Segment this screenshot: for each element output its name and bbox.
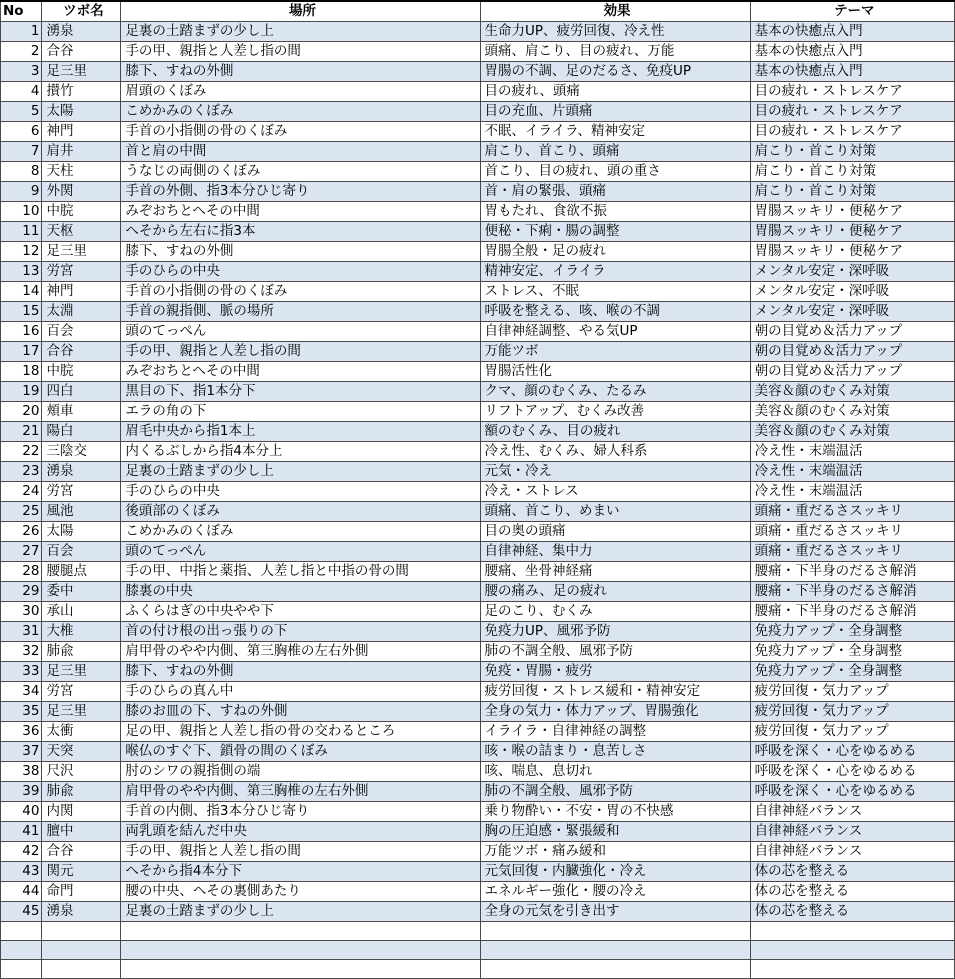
header-no[interactable]: No: [1, 1, 42, 22]
cell-name[interactable]: 中脘: [42, 362, 121, 382]
cell-effect[interactable]: 胃腸活性化: [480, 362, 750, 382]
table-row: [1, 382, 955, 402]
cell-effect[interactable]: 胸の圧迫感・緊張緩和: [480, 822, 750, 842]
cell-place[interactable]: 腰の中央、へその裏側あたり: [121, 882, 480, 902]
cell-theme[interactable]: 自律神経バランス: [750, 842, 954, 862]
cell-place[interactable]: 喉仏のすぐ下、鎖骨の間のくぼみ: [121, 742, 480, 762]
cell-effect[interactable]: 頭痛、肩こり、目の疲れ、万能: [480, 42, 750, 62]
cell-name-empty[interactable]: [42, 922, 121, 941]
cell-name[interactable]: 風池: [42, 502, 121, 522]
cell-name[interactable]: 天柱: [42, 162, 121, 182]
cell-effect-empty[interactable]: [480, 960, 750, 979]
cell-no[interactable]: 43: [1, 862, 42, 882]
cell-no[interactable]: 7: [1, 142, 42, 162]
cell-effect[interactable]: クマ、顔のむくみ、たるみ: [480, 382, 750, 402]
cell-no[interactable]: 27: [1, 542, 42, 562]
table-row: [1, 522, 955, 542]
cell-effect[interactable]: 目の充血、片頭痛: [480, 102, 750, 122]
cell-effect[interactable]: 免疫・胃腸・疲労: [480, 662, 750, 682]
table-row: [1, 202, 955, 222]
cell-no-empty[interactable]: [1, 941, 42, 960]
cell-theme[interactable]: 目の疲れ・ストレスケア: [750, 102, 954, 122]
cell-theme[interactable]: 免疫力アップ・全身調整: [750, 662, 954, 682]
cell-theme[interactable]: 頭痛・重だるさスッキリ: [750, 542, 954, 562]
cell-name[interactable]: 足三里: [42, 702, 121, 722]
cell-no[interactable]: 38: [1, 762, 42, 782]
cell-effect[interactable]: エネルギー強化・腰の冷え: [480, 882, 750, 902]
cell-effect[interactable]: 額のむくみ、目の疲れ: [480, 422, 750, 442]
cell-theme[interactable]: 美容＆顔のむくみ対策: [750, 402, 954, 422]
cell-effect[interactable]: 万能ツボ・痛み緩和: [480, 842, 750, 862]
cell-theme[interactable]: メンタル安定・深呼吸: [750, 302, 954, 322]
table-row: [1, 342, 955, 362]
table-row: [1, 462, 955, 482]
cell-place[interactable]: 手の甲、親指と人差し指の間: [121, 842, 480, 862]
cell-no[interactable]: 32: [1, 642, 42, 662]
header-name[interactable]: ツボ名: [42, 1, 121, 22]
cell-place[interactable]: 膝裏の中央: [121, 582, 480, 602]
cell-no[interactable]: 4: [1, 82, 42, 102]
cell-effect[interactable]: 胃腸全般・足の疲れ: [480, 242, 750, 262]
cell-no[interactable]: 35: [1, 702, 42, 722]
table-row: [1, 582, 955, 602]
cell-place[interactable]: 膝下、すねの外側: [121, 662, 480, 682]
cell-effect[interactable]: 首こり、目の疲れ、頭の重さ: [480, 162, 750, 182]
cell-effect[interactable]: 咳、喘息、息切れ: [480, 762, 750, 782]
cell-no[interactable]: 30: [1, 602, 42, 622]
cell-name[interactable]: 労宮: [42, 262, 121, 282]
cell-theme[interactable]: 腰痛・下半身のだるさ解消: [750, 562, 954, 582]
cell-place[interactable]: 眉毛中央から指1本上: [121, 422, 480, 442]
table-row: [1, 902, 955, 922]
table-row: [1, 302, 955, 322]
cell-no[interactable]: 31: [1, 622, 42, 642]
empty-row: [1, 922, 955, 941]
table-row: [1, 862, 955, 882]
cell-name[interactable]: 肩井: [42, 142, 121, 162]
header-effect[interactable]: 効果: [480, 1, 750, 22]
cell-effect[interactable]: 全身の気力・体力アップ、胃腸強化: [480, 702, 750, 722]
table-row: [1, 22, 955, 42]
cell-place-empty[interactable]: [121, 941, 480, 960]
cell-effect[interactable]: 自律神経調整、やる気UP: [480, 322, 750, 342]
table-row: [1, 62, 955, 82]
cell-theme[interactable]: 肩こり・首こり対策: [750, 182, 954, 202]
cell-name[interactable]: 湧泉: [42, 902, 121, 922]
table-row: [1, 602, 955, 622]
cell-effect[interactable]: 肩こり、首こり、頭痛: [480, 142, 750, 162]
cell-theme[interactable]: 免疫力アップ・全身調整: [750, 642, 954, 662]
cell-theme[interactable]: 疲労回復・気力アップ: [750, 702, 954, 722]
cell-place[interactable]: 首と肩の中間: [121, 142, 480, 162]
table-row: [1, 182, 955, 202]
table-row: [1, 222, 955, 242]
cell-no[interactable]: 24: [1, 482, 42, 502]
cell-theme[interactable]: 基本の快癒点入門: [750, 62, 954, 82]
cell-place[interactable]: 肩甲骨のやや内側、第三胸椎の左右外側: [121, 642, 480, 662]
cell-name[interactable]: 攅竹: [42, 82, 121, 102]
cell-name[interactable]: 内関: [42, 802, 121, 822]
cell-theme[interactable]: 基本の快癒点入門: [750, 42, 954, 62]
cell-theme[interactable]: 朝の目覚め＆活力アップ: [750, 362, 954, 382]
cell-effect[interactable]: 万能ツボ: [480, 342, 750, 362]
cell-place[interactable]: 内くるぶしから指4本分上: [121, 442, 480, 462]
cell-place[interactable]: うなじの両側のくぼみ: [121, 162, 480, 182]
cell-effect[interactable]: 不眠、イライラ、精神安定: [480, 122, 750, 142]
table-row: [1, 42, 955, 62]
cell-place-empty[interactable]: [121, 960, 480, 979]
table-row: [1, 102, 955, 122]
cell-effect[interactable]: 首・肩の緊張、頭痛: [480, 182, 750, 202]
cell-theme[interactable]: 呼吸を深く・心をゆるめる: [750, 762, 954, 782]
cell-no[interactable]: 45: [1, 902, 42, 922]
cell-place[interactable]: 手首の外側、指3本分ひじ寄り: [121, 182, 480, 202]
cell-no[interactable]: 6: [1, 122, 42, 142]
cell-effect[interactable]: 自律神経、集中力: [480, 542, 750, 562]
cell-theme[interactable]: 冷え性・末端温活: [750, 482, 954, 502]
cell-theme-empty[interactable]: [750, 960, 954, 979]
table-row: [1, 562, 955, 582]
cell-theme[interactable]: メンタル安定・深呼吸: [750, 282, 954, 302]
table-row: [1, 802, 955, 822]
cell-no-empty[interactable]: [1, 960, 42, 979]
cell-name[interactable]: 足三里: [42, 662, 121, 682]
cell-no[interactable]: 44: [1, 882, 42, 902]
cell-name[interactable]: 百会: [42, 322, 121, 342]
cell-name[interactable]: 命門: [42, 882, 121, 902]
cell-name[interactable]: 足三里: [42, 62, 121, 82]
cell-no[interactable]: 10: [1, 202, 42, 222]
cell-no-empty[interactable]: [1, 922, 42, 941]
cell-no[interactable]: 17: [1, 342, 42, 362]
empty-row: [1, 941, 955, 960]
cell-place[interactable]: へそから左右に指3本: [121, 222, 480, 242]
cell-place[interactable]: ふくらはぎの中央やや下: [121, 602, 480, 622]
cell-place[interactable]: 眉頭のくぼみ: [121, 82, 480, 102]
table-row: [1, 662, 955, 682]
table-row: [1, 282, 955, 302]
cell-no[interactable]: 28: [1, 562, 42, 582]
cell-no[interactable]: 8: [1, 162, 42, 182]
cell-place[interactable]: 膝のお皿の下、すねの外側: [121, 702, 480, 722]
cell-place[interactable]: 足裏の土踏まずの少し上: [121, 22, 480, 42]
cell-name[interactable]: 湧泉: [42, 462, 121, 482]
cell-place[interactable]: 手の甲、親指と人差し指の間: [121, 42, 480, 62]
cell-name[interactable]: 大椎: [42, 622, 121, 642]
header-row: [1, 1, 955, 22]
cell-no[interactable]: 16: [1, 322, 42, 342]
cell-place[interactable]: 足の甲、親指と人差し指の骨の交わるところ: [121, 722, 480, 742]
cell-name[interactable]: 足三里: [42, 242, 121, 262]
table-row: [1, 322, 955, 342]
cell-no[interactable]: 13: [1, 262, 42, 282]
cell-place[interactable]: 手の甲、中指と薬指、人差し指と中指の骨の間: [121, 562, 480, 582]
table-row: [1, 722, 955, 742]
cell-effect-empty[interactable]: [480, 922, 750, 941]
table-row: [1, 502, 955, 522]
cell-name[interactable]: 神門: [42, 122, 121, 142]
cell-effect[interactable]: イライラ・自律神経の調整: [480, 722, 750, 742]
table-row: [1, 362, 955, 382]
cell-place[interactable]: 肩甲骨のやや内側、第三胸椎の左右外側: [121, 782, 480, 802]
cell-no[interactable]: 26: [1, 522, 42, 542]
table-row: [1, 642, 955, 662]
cell-no[interactable]: 19: [1, 382, 42, 402]
cell-name[interactable]: 承山: [42, 602, 121, 622]
cell-no[interactable]: 34: [1, 682, 42, 702]
cell-place[interactable]: 後頭部のくぼみ: [121, 502, 480, 522]
cell-effect[interactable]: 冷え・ストレス: [480, 482, 750, 502]
cell-effect[interactable]: 胃腸の不調、足のだるさ、免疫UP: [480, 62, 750, 82]
cell-effect[interactable]: リフトアップ、むくみ改善: [480, 402, 750, 422]
cell-name-empty[interactable]: [42, 941, 121, 960]
cell-theme[interactable]: 呼吸を深く・心をゆるめる: [750, 742, 954, 762]
cell-theme[interactable]: 頭痛・重だるさスッキリ: [750, 522, 954, 542]
cell-name[interactable]: 労宮: [42, 482, 121, 502]
cell-place[interactable]: 頭のてっぺん: [121, 322, 480, 342]
cell-no[interactable]: 37: [1, 742, 42, 762]
cell-effect[interactable]: 精神安定、イライラ: [480, 262, 750, 282]
cell-theme-empty[interactable]: [750, 941, 954, 960]
cell-theme[interactable]: 腰痛・下半身のだるさ解消: [750, 602, 954, 622]
table-row: [1, 542, 955, 562]
cell-place[interactable]: 手首の小指側の骨のくぼみ: [121, 122, 480, 142]
cell-no[interactable]: 25: [1, 502, 42, 522]
cell-no[interactable]: 23: [1, 462, 42, 482]
cell-theme[interactable]: 胃腸スッキリ・便秘ケア: [750, 242, 954, 262]
cell-place[interactable]: 首の付け根の出っ張りの下: [121, 622, 480, 642]
table-row: [1, 702, 955, 722]
cell-theme[interactable]: 疲労回復・気力アップ: [750, 722, 954, 742]
cell-no[interactable]: 11: [1, 222, 42, 242]
table-row: [1, 882, 955, 902]
cell-effect[interactable]: 元気回復・内臓強化・冷え: [480, 862, 750, 882]
cell-effect[interactable]: 腰の痛み、足の疲れ: [480, 582, 750, 602]
cell-name[interactable]: 太陽: [42, 522, 121, 542]
cell-name-empty[interactable]: [42, 960, 121, 979]
table-row: [1, 782, 955, 802]
cell-name[interactable]: 委中: [42, 582, 121, 602]
cell-effect[interactable]: 元気・冷え: [480, 462, 750, 482]
table-body: [1, 22, 955, 979]
cell-theme[interactable]: 目の疲れ・ストレスケア: [750, 122, 954, 142]
cell-place[interactable]: 黒目の下、指1本分下: [121, 382, 480, 402]
cell-place[interactable]: 頭のてっぺん: [121, 542, 480, 562]
table-row: [1, 742, 955, 762]
cell-name[interactable]: 関元: [42, 862, 121, 882]
cell-name[interactable]: 陽白: [42, 422, 121, 442]
cell-place[interactable]: みぞおちとへその中間: [121, 202, 480, 222]
cell-effect[interactable]: 肺の不調全般、風邪予防: [480, 782, 750, 802]
cell-effect[interactable]: 目の疲れ、頭痛: [480, 82, 750, 102]
cell-name[interactable]: 膻中: [42, 822, 121, 842]
cell-name[interactable]: 湧泉: [42, 22, 121, 42]
cell-effect[interactable]: 乗り物酔い・不安・胃の不快感: [480, 802, 750, 822]
cell-place[interactable]: こめかみのくぼみ: [121, 522, 480, 542]
cell-place[interactable]: 手首の小指側の骨のくぼみ: [121, 282, 480, 302]
cell-effect[interactable]: 冷え性、むくみ、婦人科系: [480, 442, 750, 462]
cell-theme[interactable]: 冷え性・末端温活: [750, 442, 954, 462]
cell-no[interactable]: 41: [1, 822, 42, 842]
cell-theme[interactable]: 自律神経バランス: [750, 802, 954, 822]
table-row: [1, 122, 955, 142]
table-row: [1, 762, 955, 782]
cell-name[interactable]: 外関: [42, 182, 121, 202]
cell-no[interactable]: 2: [1, 42, 42, 62]
cell-no[interactable]: 29: [1, 582, 42, 602]
cell-place[interactable]: 足裏の土踏まずの少し上: [121, 462, 480, 482]
cell-theme[interactable]: 肩こり・首こり対策: [750, 142, 954, 162]
cell-theme[interactable]: 冷え性・末端温活: [750, 462, 954, 482]
cell-place[interactable]: エラの角の下: [121, 402, 480, 422]
table-row: [1, 482, 955, 502]
cell-no[interactable]: 18: [1, 362, 42, 382]
cell-name[interactable]: 天突: [42, 742, 121, 762]
cell-place[interactable]: 手のひらの中央: [121, 262, 480, 282]
cell-place[interactable]: 手首の内側、指3本分ひじ寄り: [121, 802, 480, 822]
cell-theme[interactable]: 免疫力アップ・全身調整: [750, 622, 954, 642]
cell-place[interactable]: 膝下、すねの外側: [121, 242, 480, 262]
cell-name[interactable]: 四白: [42, 382, 121, 402]
cell-theme[interactable]: 体の芯を整える: [750, 882, 954, 902]
header-place[interactable]: 場所: [121, 1, 480, 22]
cell-effect[interactable]: 頭痛、首こり、めまい: [480, 502, 750, 522]
cell-theme[interactable]: 胃腸スッキリ・便秘ケア: [750, 202, 954, 222]
cell-no[interactable]: 3: [1, 62, 42, 82]
cell-name[interactable]: 太淵: [42, 302, 121, 322]
table-row: [1, 162, 955, 182]
cell-effect[interactable]: 免疫力UP、風邪予防: [480, 622, 750, 642]
header-theme[interactable]: テーマ: [750, 1, 954, 22]
cell-theme[interactable]: 体の芯を整える: [750, 862, 954, 882]
cell-theme[interactable]: 美容＆顔のむくみ対策: [750, 422, 954, 442]
cell-name[interactable]: 天枢: [42, 222, 121, 242]
cell-theme[interactable]: 疲労回復・気力アップ: [750, 682, 954, 702]
cell-no[interactable]: 12: [1, 242, 42, 262]
table-row: [1, 242, 955, 262]
cell-name[interactable]: 中脘: [42, 202, 121, 222]
cell-no[interactable]: 20: [1, 402, 42, 422]
cell-name[interactable]: 神門: [42, 282, 121, 302]
cell-place[interactable]: へそから指4本分下: [121, 862, 480, 882]
cell-no[interactable]: 42: [1, 842, 42, 862]
cell-theme[interactable]: 呼吸を深く・心をゆるめる: [750, 782, 954, 802]
table-row: [1, 422, 955, 442]
cell-place[interactable]: 手の甲、親指と人差し指の間: [121, 342, 480, 362]
cell-name[interactable]: 三陰交: [42, 442, 121, 462]
cell-no[interactable]: 14: [1, 282, 42, 302]
cell-effect-empty[interactable]: [480, 941, 750, 960]
table-row: [1, 142, 955, 162]
cell-place[interactable]: 手首の親指側、脈の場所: [121, 302, 480, 322]
cell-theme[interactable]: 胃腸スッキリ・便秘ケア: [750, 222, 954, 242]
cell-place[interactable]: 膝下、すねの外側: [121, 62, 480, 82]
cell-effect[interactable]: 足のこり、むくみ: [480, 602, 750, 622]
cell-name[interactable]: 太陽: [42, 102, 121, 122]
cell-effect[interactable]: 目の奥の頭痛: [480, 522, 750, 542]
empty-row: [1, 960, 955, 979]
cell-name[interactable]: 肺兪: [42, 642, 121, 662]
cell-place-empty[interactable]: [121, 922, 480, 941]
cell-theme[interactable]: 朝の目覚め＆活力アップ: [750, 342, 954, 362]
cell-name[interactable]: 合谷: [42, 842, 121, 862]
cell-place[interactable]: みぞおちとへその中間: [121, 362, 480, 382]
cell-theme[interactable]: 自律神経バランス: [750, 822, 954, 842]
cell-no[interactable]: 9: [1, 182, 42, 202]
cell-name[interactable]: 肺兪: [42, 782, 121, 802]
cell-theme[interactable]: 美容＆顔のむくみ対策: [750, 382, 954, 402]
cell-place[interactable]: 足裏の土踏まずの少し上: [121, 902, 480, 922]
table-row: [1, 822, 955, 842]
cell-effect[interactable]: 疲労回復・ストレス緩和・精神安定: [480, 682, 750, 702]
cell-theme[interactable]: 基本の快癒点入門: [750, 22, 954, 42]
cell-theme[interactable]: 肩こり・首こり対策: [750, 162, 954, 182]
cell-effect[interactable]: 便秘・下痢・腸の調整: [480, 222, 750, 242]
cell-name[interactable]: 尺沢: [42, 762, 121, 782]
cell-theme[interactable]: メンタル安定・深呼吸: [750, 262, 954, 282]
cell-theme[interactable]: 頭痛・重だるさスッキリ: [750, 502, 954, 522]
cell-name[interactable]: 合谷: [42, 42, 121, 62]
table-row: [1, 82, 955, 102]
table-row: [1, 622, 955, 642]
cell-effect[interactable]: 生命力UP、疲労回復、冷え性: [480, 22, 750, 42]
cell-theme[interactable]: 体の芯を整える: [750, 902, 954, 922]
cell-no[interactable]: 40: [1, 802, 42, 822]
cell-no[interactable]: 22: [1, 442, 42, 462]
cell-place[interactable]: 肘のシワの親指側の端: [121, 762, 480, 782]
cell-effect[interactable]: 胃もたれ、食欲不振: [480, 202, 750, 222]
table-row: [1, 402, 955, 422]
table-row: [1, 842, 955, 862]
cell-no[interactable]: 15: [1, 302, 42, 322]
cell-theme-empty[interactable]: [750, 922, 954, 941]
cell-no[interactable]: 5: [1, 102, 42, 122]
cell-effect[interactable]: ストレス、不眠: [480, 282, 750, 302]
cell-effect[interactable]: 腰痛、坐骨神経痛: [480, 562, 750, 582]
cell-effect[interactable]: 呼吸を整える、咳、喉の不調: [480, 302, 750, 322]
cell-no[interactable]: 36: [1, 722, 42, 742]
cell-no[interactable]: 21: [1, 422, 42, 442]
table-row: [1, 682, 955, 702]
table-row: [1, 442, 955, 462]
cell-theme[interactable]: 目の疲れ・ストレスケア: [750, 82, 954, 102]
cell-theme[interactable]: 朝の目覚め＆活力アップ: [750, 322, 954, 342]
cell-no[interactable]: 39: [1, 782, 42, 802]
cell-place[interactable]: 手のひらの真ん中: [121, 682, 480, 702]
cell-no[interactable]: 33: [1, 662, 42, 682]
cell-place[interactable]: 手のひらの中央: [121, 482, 480, 502]
cell-effect[interactable]: 咳・喉の詰まり・息苦しさ: [480, 742, 750, 762]
cell-name[interactable]: 腰腿点: [42, 562, 121, 582]
cell-name[interactable]: 頬車: [42, 402, 121, 422]
cell-theme[interactable]: 腰痛・下半身のだるさ解消: [750, 582, 954, 602]
cell-name[interactable]: 百会: [42, 542, 121, 562]
cell-name[interactable]: 合谷: [42, 342, 121, 362]
cell-name[interactable]: 太衝: [42, 722, 121, 742]
table-row: [1, 262, 955, 282]
cell-place[interactable]: こめかみのくぼみ: [121, 102, 480, 122]
cell-no[interactable]: 1: [1, 22, 42, 42]
cell-effect[interactable]: 全身の元気を引き出す: [480, 902, 750, 922]
cell-effect[interactable]: 肺の不調全般、風邪予防: [480, 642, 750, 662]
cell-name[interactable]: 労宮: [42, 682, 121, 702]
cell-place[interactable]: 両乳頭を結んだ中央: [121, 822, 480, 842]
